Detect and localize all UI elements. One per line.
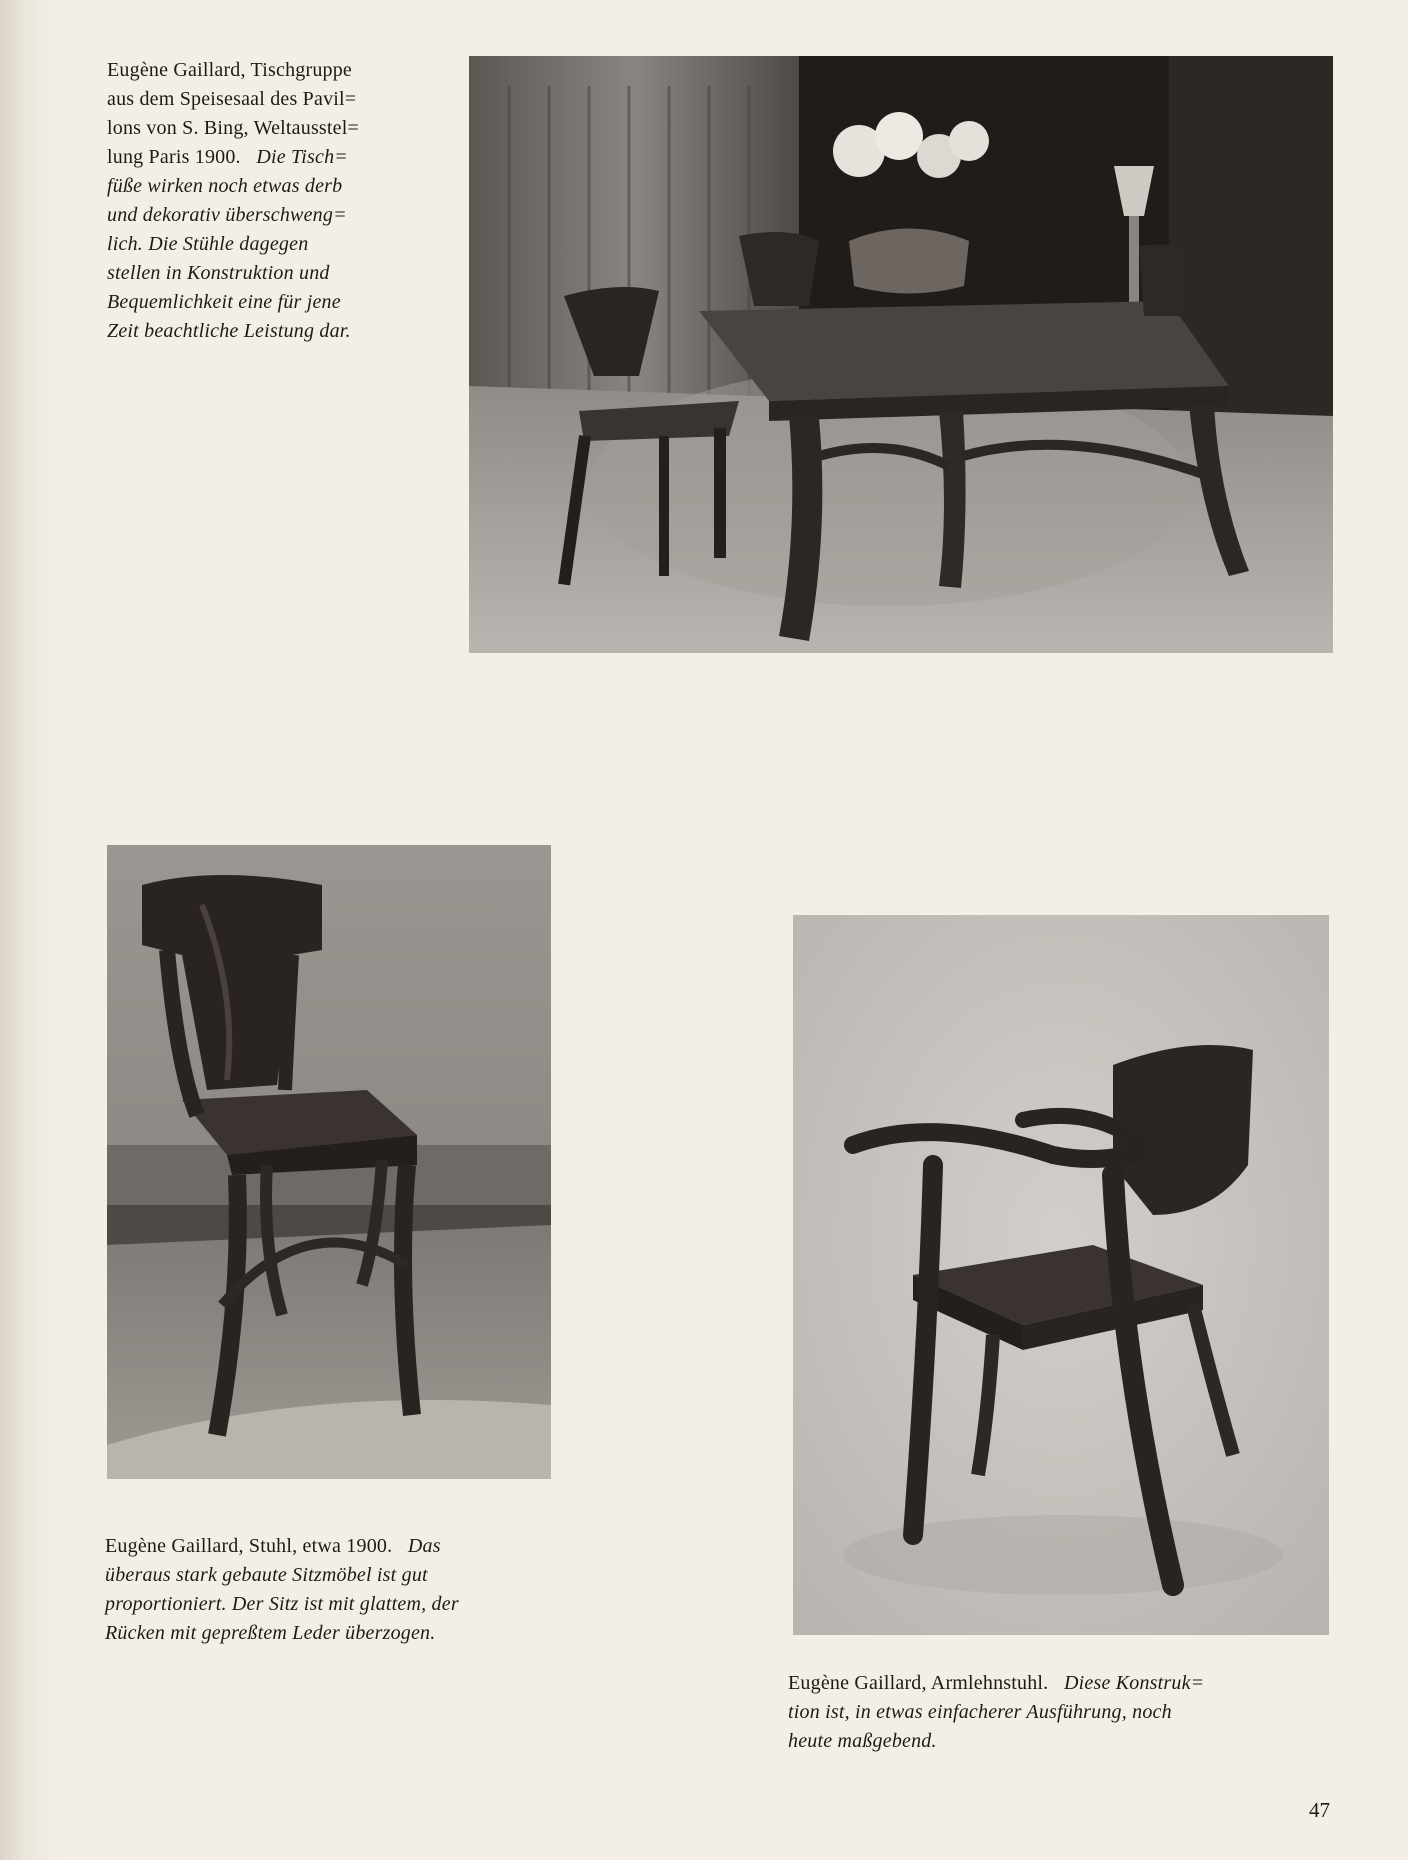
caption-stuhl (105, 1532, 575, 1648)
caption-italic-text: Das (407, 1535, 441, 1557)
armchair-image (793, 915, 1329, 1635)
caption-line: tion ist, in etwas einfacherer Ausführung, noch (788, 1701, 1172, 1723)
caption-line: und dekorativ überschweng= (107, 204, 347, 226)
caption-plain-text: Eugène Gaillard, Armlehnstuhl. (788, 1672, 1049, 1694)
caption-plain-text: lung Paris 1900. (107, 146, 241, 168)
caption-line: heute maßgebend. (788, 1730, 937, 1752)
chair-image (107, 845, 551, 1479)
caption-line: aus dem Speisesaal des Pavil= (107, 88, 357, 110)
caption-line: Bequemlichkeit eine für jene (107, 291, 341, 313)
photo-tischgruppe (469, 56, 1333, 653)
caption-tischgruppe (107, 56, 437, 346)
caption-line: überaus stark gebaute Sitzmöbel ist gut (105, 1564, 428, 1586)
caption-armlehnstuhl (788, 1669, 1348, 1756)
page-gutter-shadow (0, 0, 60, 1860)
table-group-image (469, 56, 1333, 653)
caption-line: Eugène Gaillard, Tischgruppe (107, 59, 353, 81)
caption-line: Zeit beachtliche Leistung dar. (107, 320, 351, 342)
page-number: 47 (1309, 1798, 1330, 1822)
caption-line (107, 143, 437, 172)
caption-line: proportioniert. Der Sitz ist mit glattem, der (105, 1593, 459, 1615)
caption-line (788, 1669, 1348, 1698)
caption-line (105, 1532, 575, 1561)
caption-line: Rücken mit gepreßtem Leder überzogen. (105, 1622, 436, 1644)
photo-stuhl (107, 845, 551, 1479)
caption-line: lons von S. Bing, Weltausstel= (107, 117, 359, 139)
caption-line: stellen in Konstruktion und (107, 262, 330, 284)
caption-line: lich. Die Stühle dagegen (107, 233, 309, 255)
caption-line: füße wirken noch etwas derb (107, 175, 343, 197)
caption-plain-text: Eugène Gaillard, Stuhl, etwa 1900. (105, 1535, 393, 1557)
caption-italic-text: Die Tisch= (256, 146, 348, 168)
photo-armlehnstuhl (793, 915, 1329, 1635)
caption-italic-text: Diese Konstruk= (1064, 1672, 1205, 1694)
